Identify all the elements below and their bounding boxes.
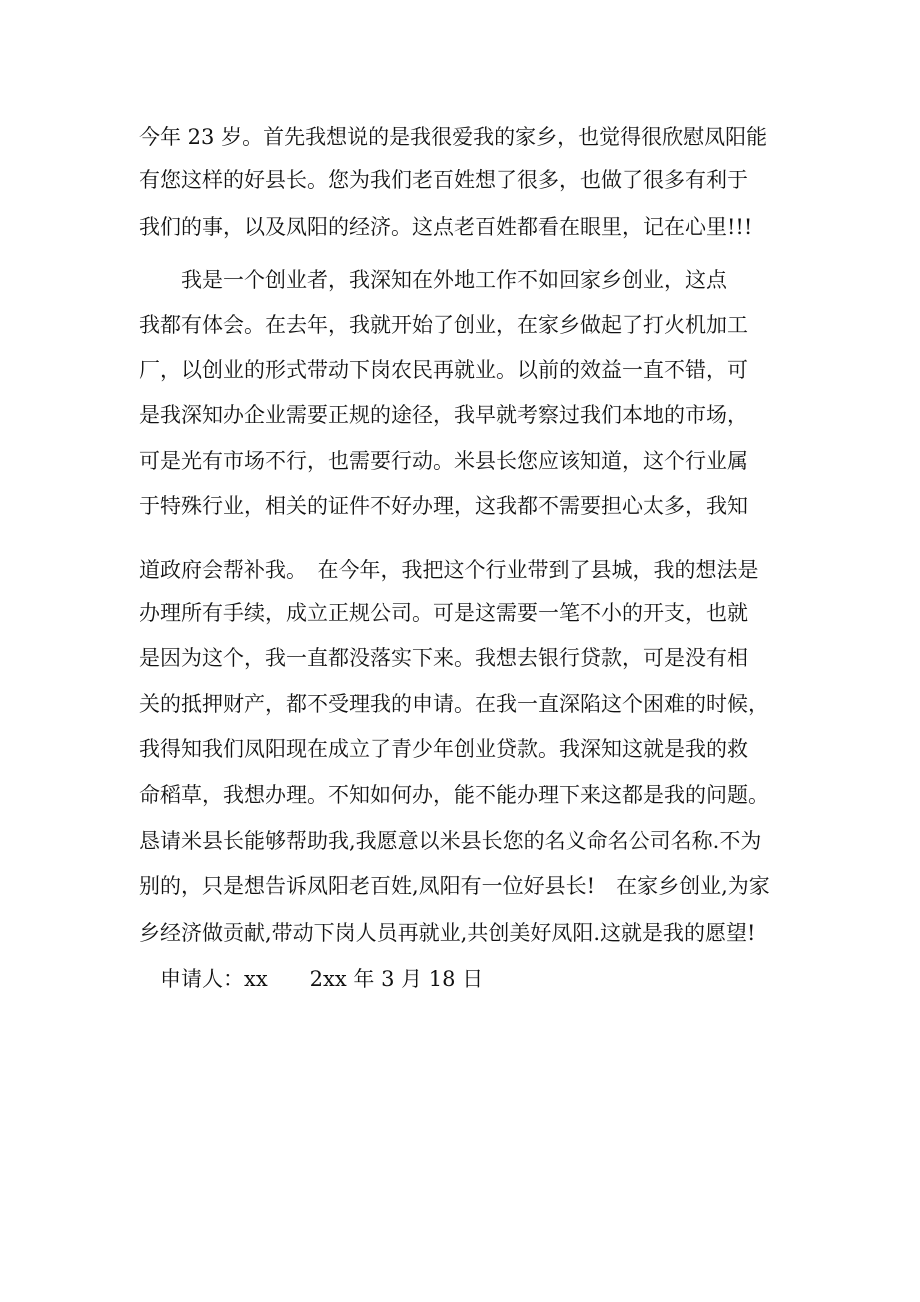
text-line-8: 可是光有市场不行，也需要行动。米县长您应该知道，这个行业属	[139, 449, 748, 473]
text-line-12: 是因为这个，我一直都没落实下来。我想去银行贷款，可是没有相	[139, 646, 748, 670]
text-line-5: 我都有体会。在去年，我就开始了创业，在家乡做起了打火机加工	[139, 313, 748, 337]
text-line-6: 厂，以创业的形式带动下岗农民再就业。以前的效益一直不错，可	[139, 358, 748, 382]
text-line-7: 是我深知办企业需要正规的途径，我早就考察过我们本地的市场，	[139, 403, 748, 427]
text-line-2: 有您这样的好县长。您为我们老百姓想了很多，也做了很多有利于	[139, 168, 748, 192]
text-line-11: 办理所有手续，成立正规公司。可是这需要一笔不小的开支，也就	[139, 601, 748, 625]
text-line-16: 恳请米县长能够帮助我,我愿意以米县长您的名义命名公司名称.不为	[139, 829, 762, 853]
text-line-1: 今年 23 岁。首先我想说的是我很爱我的家乡，也觉得很欣慰凤阳能	[139, 125, 768, 149]
text-line-10: 道政府会帮补我。 在今年，我把这个行业带到了县城，我的想法是	[139, 558, 759, 582]
signature-date-line: 申请人：xx 2xx 年 3 月 18 日	[139, 967, 484, 991]
text-line-15: 命稻草，我想办理。不知如何办，能不能办理下来这都是我的问题。	[139, 783, 769, 807]
text-line-4: 我是一个创业者，我深知在外地工作不如回家乡创业，这点	[139, 268, 727, 292]
text-line-13: 关的抵押财产，都不受理我的申请。在我一直深陷这个困难的时候，	[139, 692, 769, 716]
text-line-17: 别的，只是想告诉凤阳老百姓,凤阳有一位好县长! 在家乡创业,为家	[139, 874, 770, 898]
text-line-18: 乡经济做贡献,带动下岗人员再就业,共创美好凤阳.这就是我的愿望!	[139, 921, 756, 945]
text-line-3: 我们的事，以及凤阳的经济。这点老百姓都看在眼里，记在心里!!!	[139, 215, 753, 239]
text-line-14: 我得知我们凤阳现在成立了青少年创业贷款。我深知这就是我的救	[139, 737, 748, 761]
text-line-9: 于特殊行业，相关的证件不好办理，这我都不需要担心太多，我知	[139, 494, 748, 518]
